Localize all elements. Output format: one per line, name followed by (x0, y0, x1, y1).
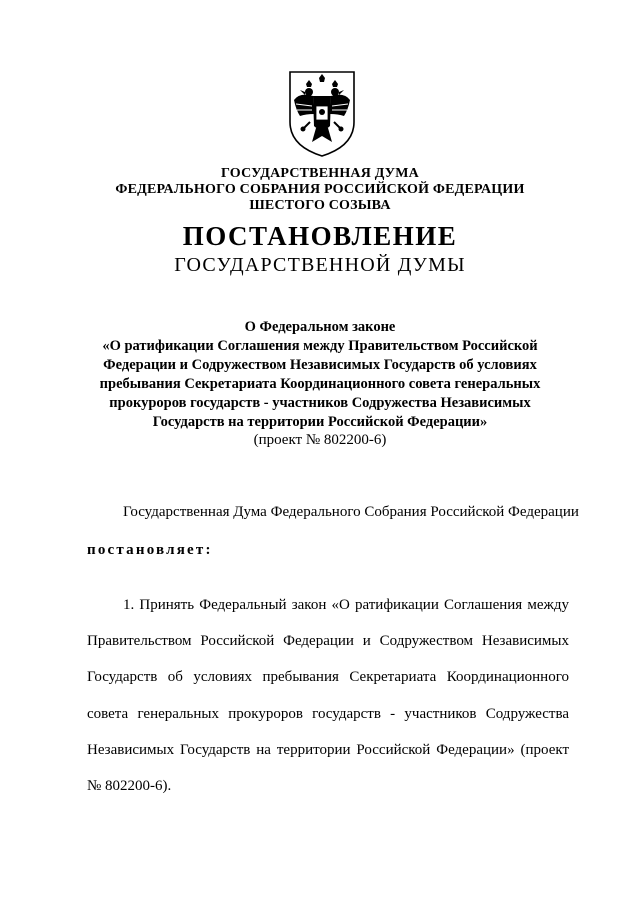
decides-text: постановляет: (87, 542, 213, 558)
document-subtitle: ГОСУДАРСТВЕННОЙ ДУМЫ (174, 254, 466, 276)
item-1-line: Независимых Государств на территории Российской Федерации» (проект (87, 742, 569, 758)
item-1-line: совета генеральных прокуроров государств - участников Содружества (87, 706, 569, 722)
project-number: (проект № 802200-6) (253, 432, 387, 448)
subject-line: Государств на территории Российской Федерации» (152, 414, 488, 430)
subject-line: «О ратификации Соглашения между Правительством Российской (102, 338, 538, 354)
document-title: ПОСТАНОВЛЕНИЕ (182, 221, 458, 251)
item-1-line: Правительством Российской Федерации и Содружеством Независимых (87, 633, 569, 649)
item-1-line: Государств об условиях пребывания Секретариата Координационного (87, 669, 569, 685)
issuer-line-2: ФЕДЕРАЛЬНОГО СОБРАНИЯ РОССИЙСКОЙ ФЕДЕРАЦИИ (115, 182, 525, 197)
coat-of-arms-icon (286, 70, 358, 158)
subject-line: Федерации и Содружеством Независимых Государств об условиях (103, 357, 537, 373)
issuer-line-3: ШЕСТОГО СОЗЫВА (249, 198, 391, 213)
item-1-line: 1. Принять Федеральный закон «О ратификации Соглашения между (123, 597, 569, 613)
issuer-line-1: ГОСУДАРСТВЕННАЯ ДУМА (221, 166, 419, 181)
subject-line: прокуроров государств - участников Содружества Независимых (109, 395, 531, 411)
intro-text: Государственная Дума Федерального Собрания Российской Федерации (123, 504, 579, 520)
subject-line: пребывания Секретариата Координационного совета генеральных (99, 376, 541, 392)
subject-line: О Федеральном законе (244, 319, 396, 335)
item-1-line: № 802200-6). (87, 778, 172, 794)
